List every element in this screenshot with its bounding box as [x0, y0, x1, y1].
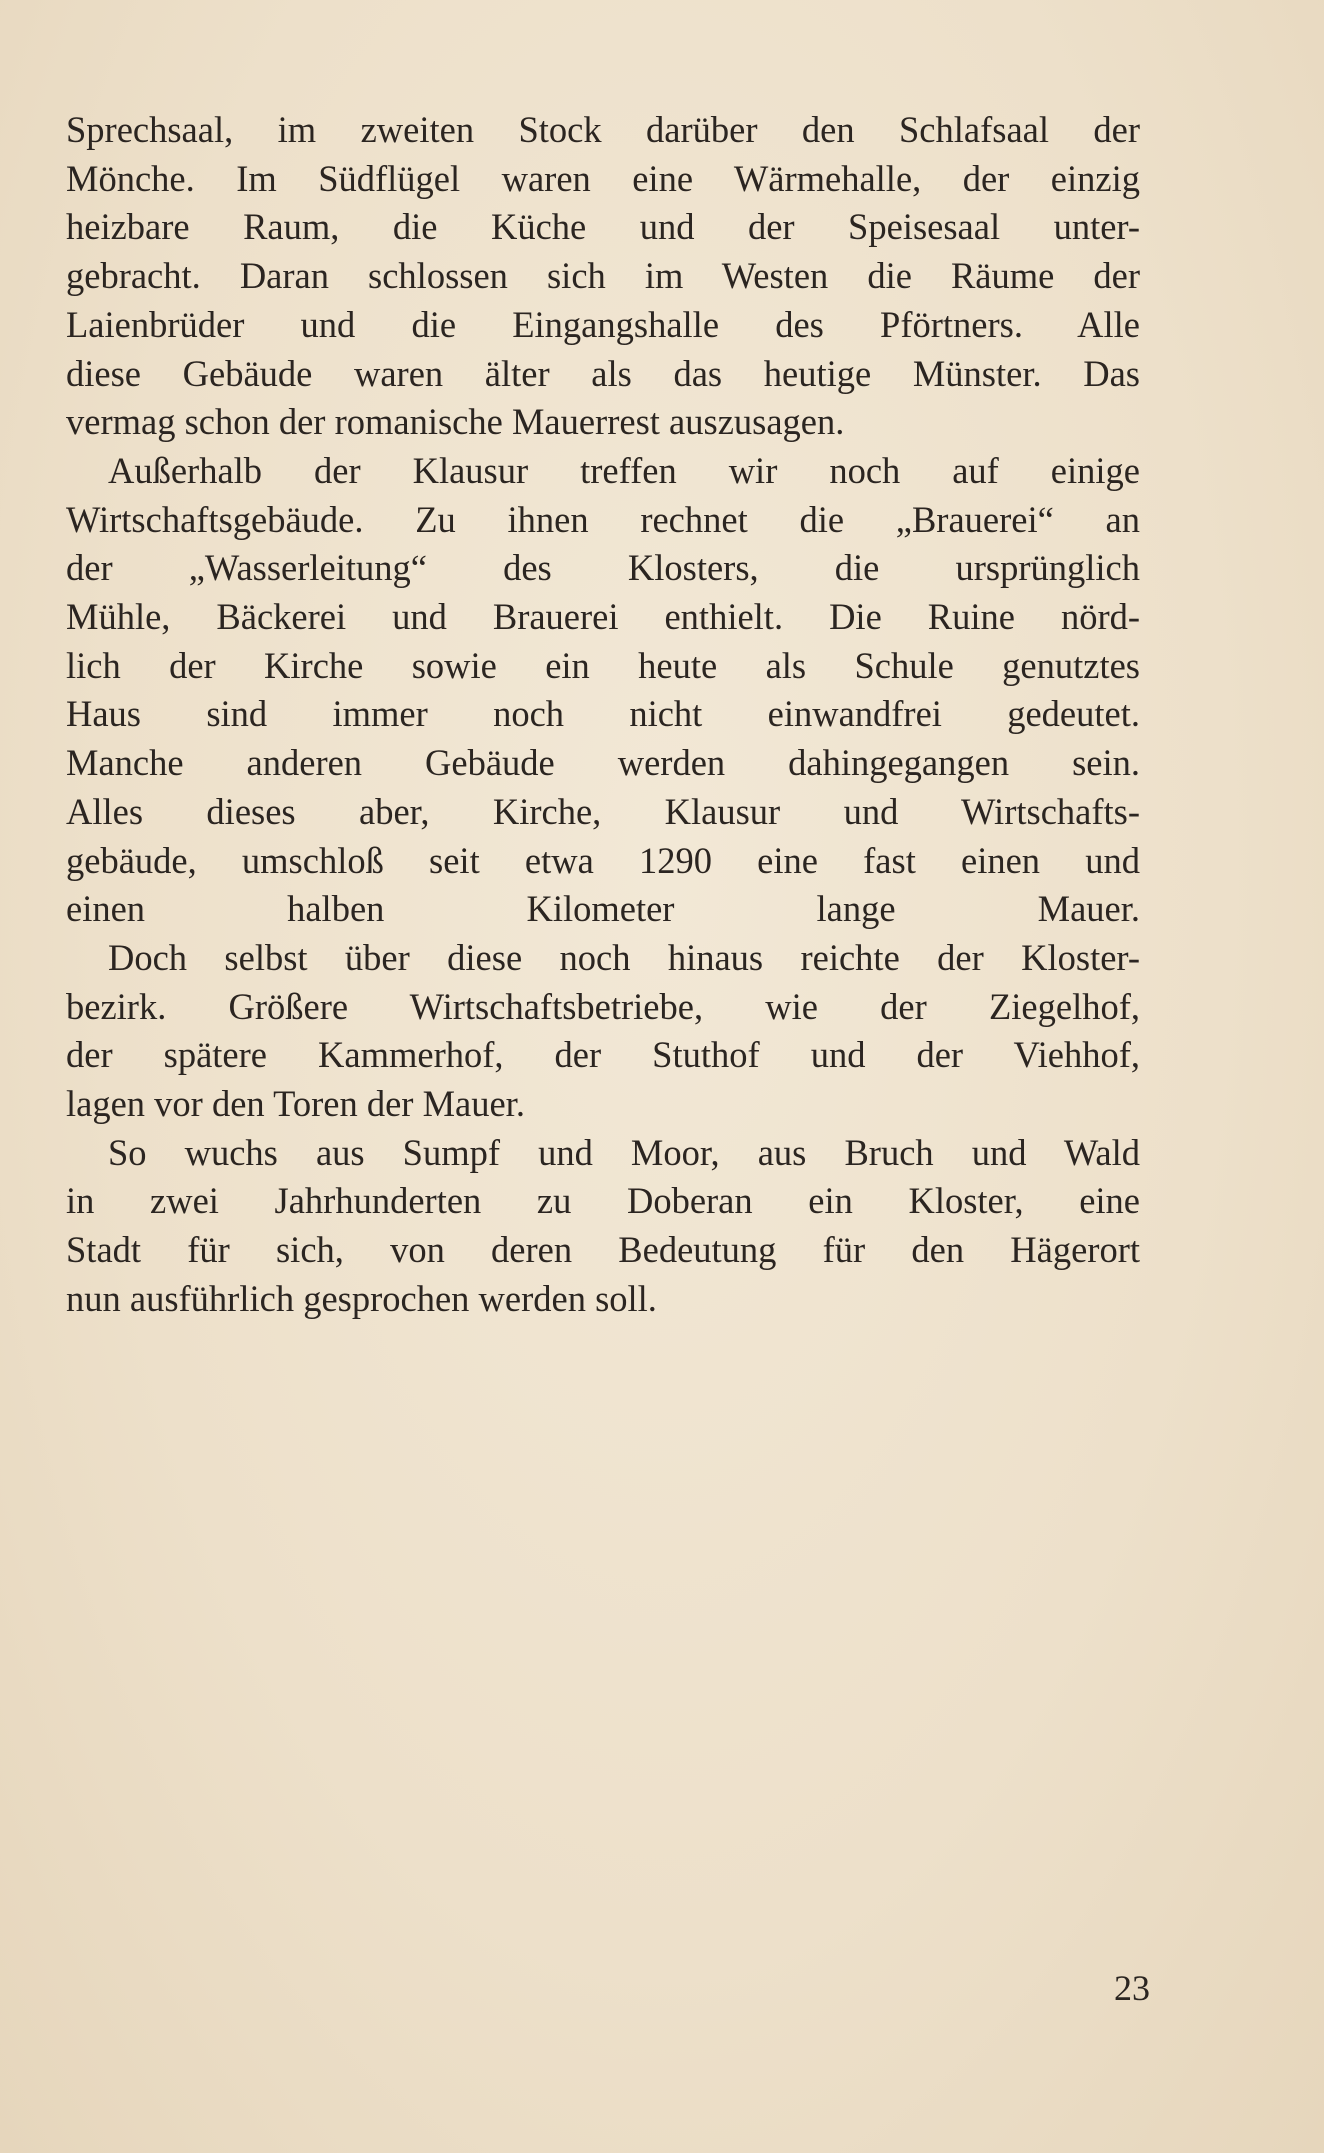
text-line: Wirtschaftsgebäude. Zu ihnen rechnet die „Brauerei“ an [66, 498, 1140, 540]
text-line: Sprechsaal, im zweiten Stock darüber den Schlafsaal der [66, 109, 1140, 150]
text-line: Mühle, Bäckerei und Brauerei enthielt. Die Ruine nörd- [66, 596, 1140, 638]
page-number: 23 [1114, 1968, 1150, 2008]
text-line: der „Wasserleitung“ des Klosters, die ursprünglich [66, 547, 1140, 589]
text-line: Manche anderen Gebäude werden dahingegangen sein. [66, 742, 1140, 784]
text-line: gebracht. Daran schlossen sich im Westen die Räume der [66, 255, 1140, 297]
text-line: Stadt für sich, von deren Bedeutung für den Hägerort [66, 1229, 1140, 1271]
paragraph [66, 106, 1140, 447]
paragraph [66, 1129, 1140, 1324]
text-line: lich der Kirche sowie ein heute als Schule genutztes [66, 644, 1140, 686]
text-line: Haus sind immer noch nicht einwandfrei gedeutet. [66, 693, 1140, 735]
text-line: Laienbrüder und die Eingangshalle des Pförtners. Alle [66, 303, 1140, 345]
text-line: Mönche. Im Südflügel waren eine Wärmehalle, der einzig [66, 157, 1140, 199]
text-line: Doch selbst über diese noch hinaus reichte der Kloster- [108, 936, 1140, 978]
text-line: bezirk. Größere Wirtschaftsbetriebe, wie der Ziegelhof, [66, 985, 1140, 1027]
text-line: nun ausführlich gesprochen werden soll. [66, 1277, 657, 1319]
text-line: in zwei Jahrhunderten zu Doberan ein Kloster, eine [66, 1180, 1140, 1222]
text-line: diese Gebäude waren älter als das heutige Münster. Das [66, 352, 1140, 394]
body-text [66, 106, 1140, 1324]
paragraph [66, 447, 1140, 934]
text-line: heizbare Raum, die Küche und der Speisesaal unter- [66, 206, 1140, 248]
text-line: Alles dieses aber, Kirche, Klausur und Wirtschafts- [66, 790, 1140, 832]
paragraph [66, 934, 1140, 1129]
text-line: So wuchs aus Sumpf und Moor, aus Bruch und Wald [108, 1131, 1140, 1173]
text-line: Außerhalb der Klausur treffen wir noch auf einige [108, 449, 1140, 491]
text-line: lagen vor den Toren der Mauer. [66, 1083, 525, 1125]
text-line: gebäude, umschloß seit etwa 1290 eine fast einen und [66, 839, 1140, 881]
text-line: einen halben Kilometer lange Mauer. [66, 888, 1140, 930]
text-line: vermag schon der romanische Mauerrest auszusagen. [66, 401, 845, 443]
text-line: der spätere Kammerhof, der Stuthof und der Viehhof, [66, 1034, 1140, 1076]
